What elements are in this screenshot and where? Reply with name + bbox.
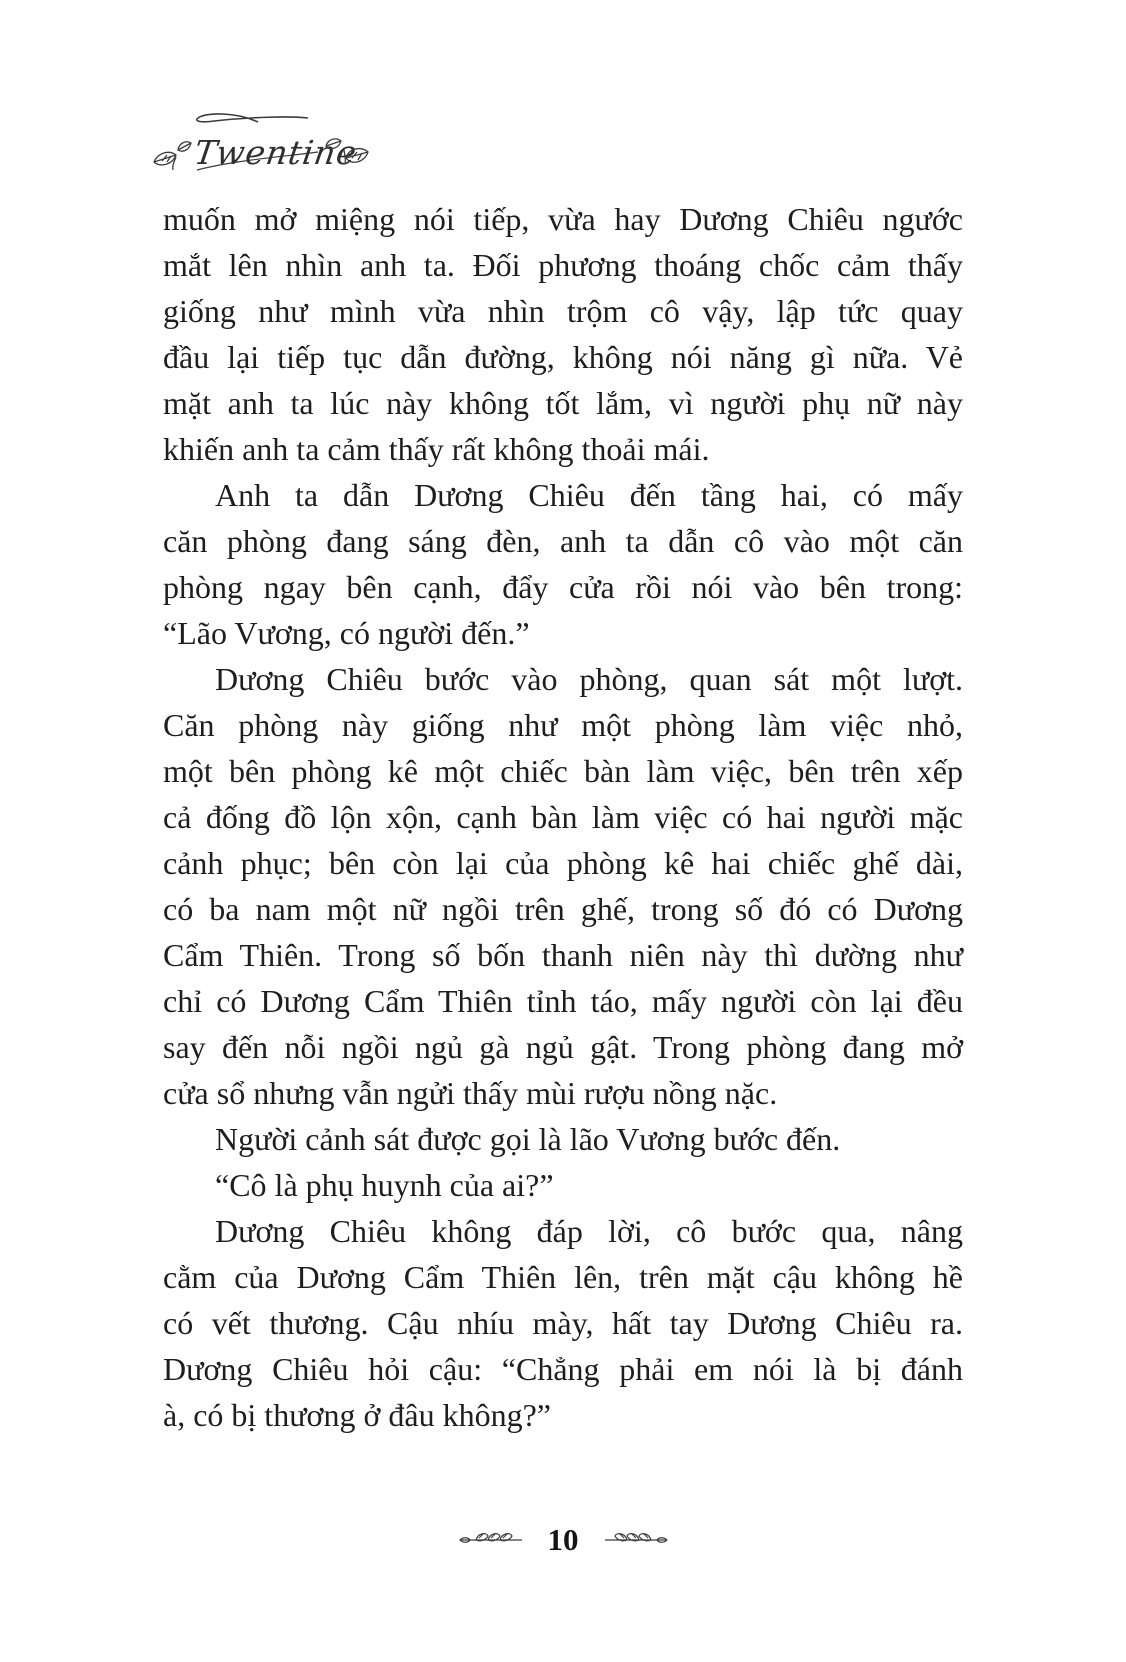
text-line: khiến anh ta cảm thấy rất không thoải mái. bbox=[163, 431, 710, 467]
text-line: mắt lên nhìn anh ta. Đối phương thoáng chốc cảm thấy bbox=[163, 247, 963, 283]
text-line: cảnh phục; bên còn lại của phòng kê hai chiếc ghế dài, bbox=[163, 845, 963, 881]
text-line: chỉ có Dương Cẩm Thiên tỉnh táo, mấy người còn lại đều bbox=[163, 983, 963, 1019]
text-line: “Cô là phụ huynh của ai?” bbox=[215, 1167, 554, 1203]
body-text bbox=[163, 196, 963, 1438]
text-line: Cẩm Thiên. Trong số bốn thanh niên này thì dường như bbox=[163, 937, 963, 973]
text-line: đầu lại tiếp tục dẫn đường, không nói năng gì nữa. Vẻ bbox=[163, 339, 963, 375]
leaf-flourish-left-icon bbox=[458, 1529, 524, 1551]
text-line: một bên phòng kê một chiếc bàn làm việc, bên trên xếp bbox=[163, 753, 963, 789]
text-line: Dương Chiêu hỏi cậu: “Chẳng phải em nói là bị đánh bbox=[163, 1351, 963, 1387]
text-line: Người cảnh sát được gọi là lão Vương bước đến. bbox=[215, 1121, 841, 1157]
brand-logo-text: Twentine bbox=[191, 133, 360, 172]
text-line: mặt anh ta lúc này không tốt lắm, vì người phụ nữ này bbox=[163, 385, 963, 421]
text-line: Dương Chiêu bước vào phòng, quan sát một lượt. bbox=[215, 661, 963, 697]
text-line: cả đống đồ lộn xộn, cạnh bàn làm việc có hai người mặc bbox=[163, 799, 963, 835]
page-number: 10 bbox=[547, 1522, 579, 1557]
brand-logo bbox=[140, 100, 390, 190]
text-line: có ba nam một nữ ngồi trên ghế, trong số đó có Dương bbox=[163, 891, 963, 927]
text-line: Anh ta dẫn Dương Chiêu đến tầng hai, có mấy bbox=[215, 477, 963, 513]
text-line: “Lão Vương, có người đến.” bbox=[163, 615, 530, 651]
text-line: Dương Chiêu không đáp lời, cô bước qua, nâng bbox=[215, 1213, 963, 1249]
text-line: muốn mở miệng nói tiếp, vừa hay Dương Chiêu ngước bbox=[163, 201, 963, 237]
page-header bbox=[140, 100, 390, 190]
text-line: căn phòng đang sáng đèn, anh ta dẫn cô vào một căn bbox=[163, 523, 963, 559]
text-line: say đến nỗi ngồi ngủ gà ngủ gật. Trong phòng đang mở bbox=[163, 1029, 963, 1065]
text-line: phòng ngay bên cạnh, đẩy cửa rồi nói vào bên trong: bbox=[163, 569, 963, 605]
text-line: à, có bị thương ở đâu không?” bbox=[163, 1397, 551, 1433]
page-footer bbox=[0, 1520, 1126, 1560]
text-line: giống như mình vừa nhìn trộm cô vậy, lập tức quay bbox=[163, 293, 963, 329]
text-line: cửa sổ nhưng vẫn ngửi thấy mùi rượu nồng nặc. bbox=[163, 1075, 778, 1111]
text-line: cằm của Dương Cẩm Thiên lên, trên mặt cậu không hề bbox=[163, 1259, 963, 1295]
text-line: Căn phòng này giống như một phòng làm việc nhỏ, bbox=[163, 707, 963, 743]
leaf-sprig-icon bbox=[154, 142, 191, 170]
leaf-flourish-right-icon bbox=[603, 1529, 669, 1551]
text-line: có vết thương. Cậu nhíu mày, hất tay Dương Chiêu ra. bbox=[163, 1305, 963, 1341]
